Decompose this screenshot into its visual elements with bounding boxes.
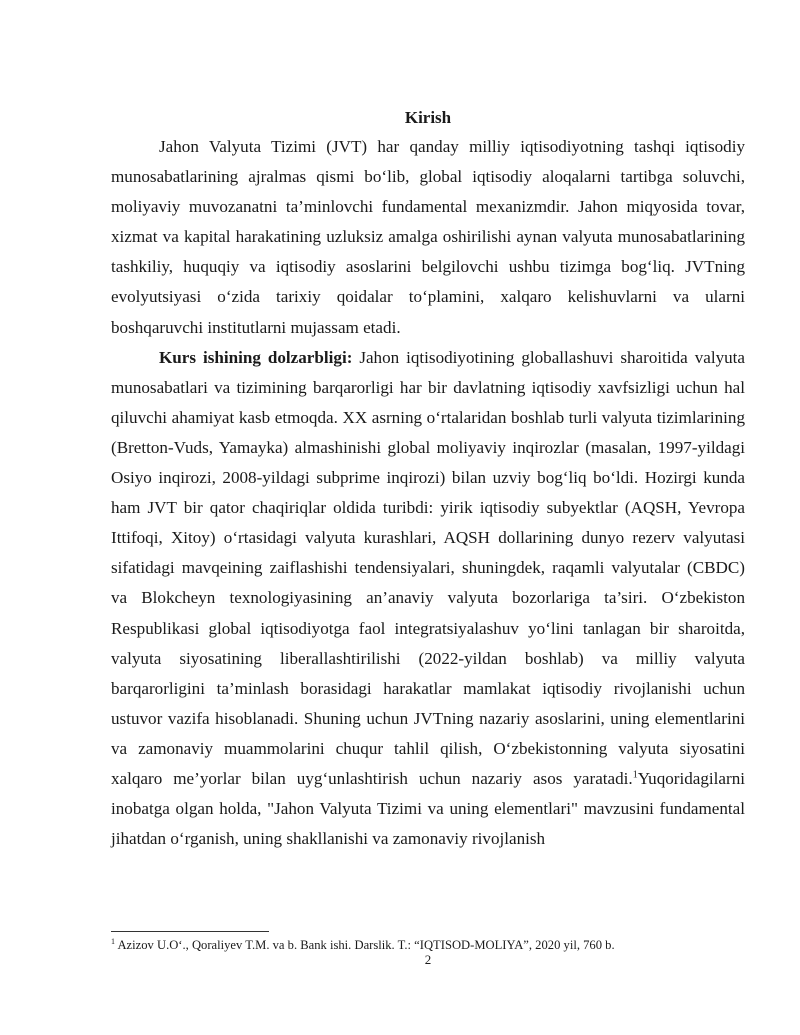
footnote-separator [111, 931, 269, 932]
intro-paragraph: Jahon Valyuta Tizimi (JVT) har qanday milliy iqtisodiyotning tashqi iqtisodiy munosabatlarining ajralmas qismi bo‘lib, global iqtisodiy aloqalarni tartibga soluvchi, moliyaviy muvozanatni ta’minlovchi fundamental mexanizmdir. Jahon miqyosida tovar, xizmat va kapital harakatining uzluksiz amalga oshirilishi aynan valyuta munosabatlarining tashkiliy, huquqiy va iqtisodiy asoslarini belgilovchi ushbu tizimga bog‘liq. JVTning evolyutsiyasi o‘zida tarixiy qoidalar to‘plamini, xalqaro kelishuvlarni va ularni boshqaruvchi institutlarni mujassam etadi. [111, 137, 745, 337]
relevance-paragraph [111, 343, 745, 855]
page-number: 2 [424, 952, 432, 967]
page-title: Kirish [404, 108, 452, 127]
page-body [111, 104, 745, 854]
footnote-reference[interactable]: 1 [632, 769, 638, 781]
footnote-number: 1 [111, 937, 115, 946]
relevance-body: Jahon iqtisodiyotining globallashuvi sharoitida valyuta munosabatlari va tizimining barqarorligi har bir davlatning iqtisodiy xavfsizligi uchun hal qiluvchi ahamiyat kasb etmoqda. XX asrning o‘rtalaridan boshlab turli valyuta tizimlarining (Bretton-Vuds, Yamayka) almashinishi global moliyaviy inqirozlar (masalan, 1997-yildagi Osiyo inqirozi, 2008-yildagi subprime inqirozi) bilan uzviy bog‘liq bo‘ldi. Hozirgi kunda ham JVT bir qator chaqiriqlar oldida turibdi: yirik iqtisodiy subyektlar (AQSH, Yevropa Ittifoqi, Xitoy) o‘rtasidagi valyuta kurashlari, AQSH dollarining dunyo rezerv valyutasi sifatidagi mavqeining zaiflashishi tendensiyalari, shuningdek, raqamli valyutalar (CBDC) va Blokcheyn texnologiyasining an’anaviy valyuta bozorlariga ta’siri. O‘zbekiston Respublikasi global iqtisodiyotga faol integratsiyalashuv yo‘lini tanlagan bir sharoitda, valyuta siyosatining liberallashtirilishi (2022-yildan boshlab) va milliy valyuta barqarorligini ta’minlash borasidagi harakatlar mamlakat iqtisodiy rivojlanishi uchun ustuvor vazifa hisoblanadi. Shuning uchun JVTning nazariy asoslarini, uning elementlarini va zamonaviy muammolarini chuqur tahlil qilish, O‘zbekistonning valyuta siyosatini xalqaro me’yorlar bilan uyg‘unlashtirish uchun nazariy asos yaratadi. [111, 347, 746, 788]
footnote-text: Azizov U.O‘., Qoraliyev T.M. va b. Bank ishi. Darslik. T.: “IQTISOD-MOLIYA”, 2020 yil, 760 b. [115, 938, 615, 953]
footnote [111, 934, 745, 953]
relevance-tail: Yuqoridagilarni inobatga olgan holda, "Jahon Valyuta Tizimi va uning elementlari" mavzusini fundamental jihatdan o‘rganish, uning shakllanishi va zamonaviy rivojlanish [111, 768, 745, 849]
relevance-lead: Kurs ishining dolzarbligi: [159, 347, 353, 367]
